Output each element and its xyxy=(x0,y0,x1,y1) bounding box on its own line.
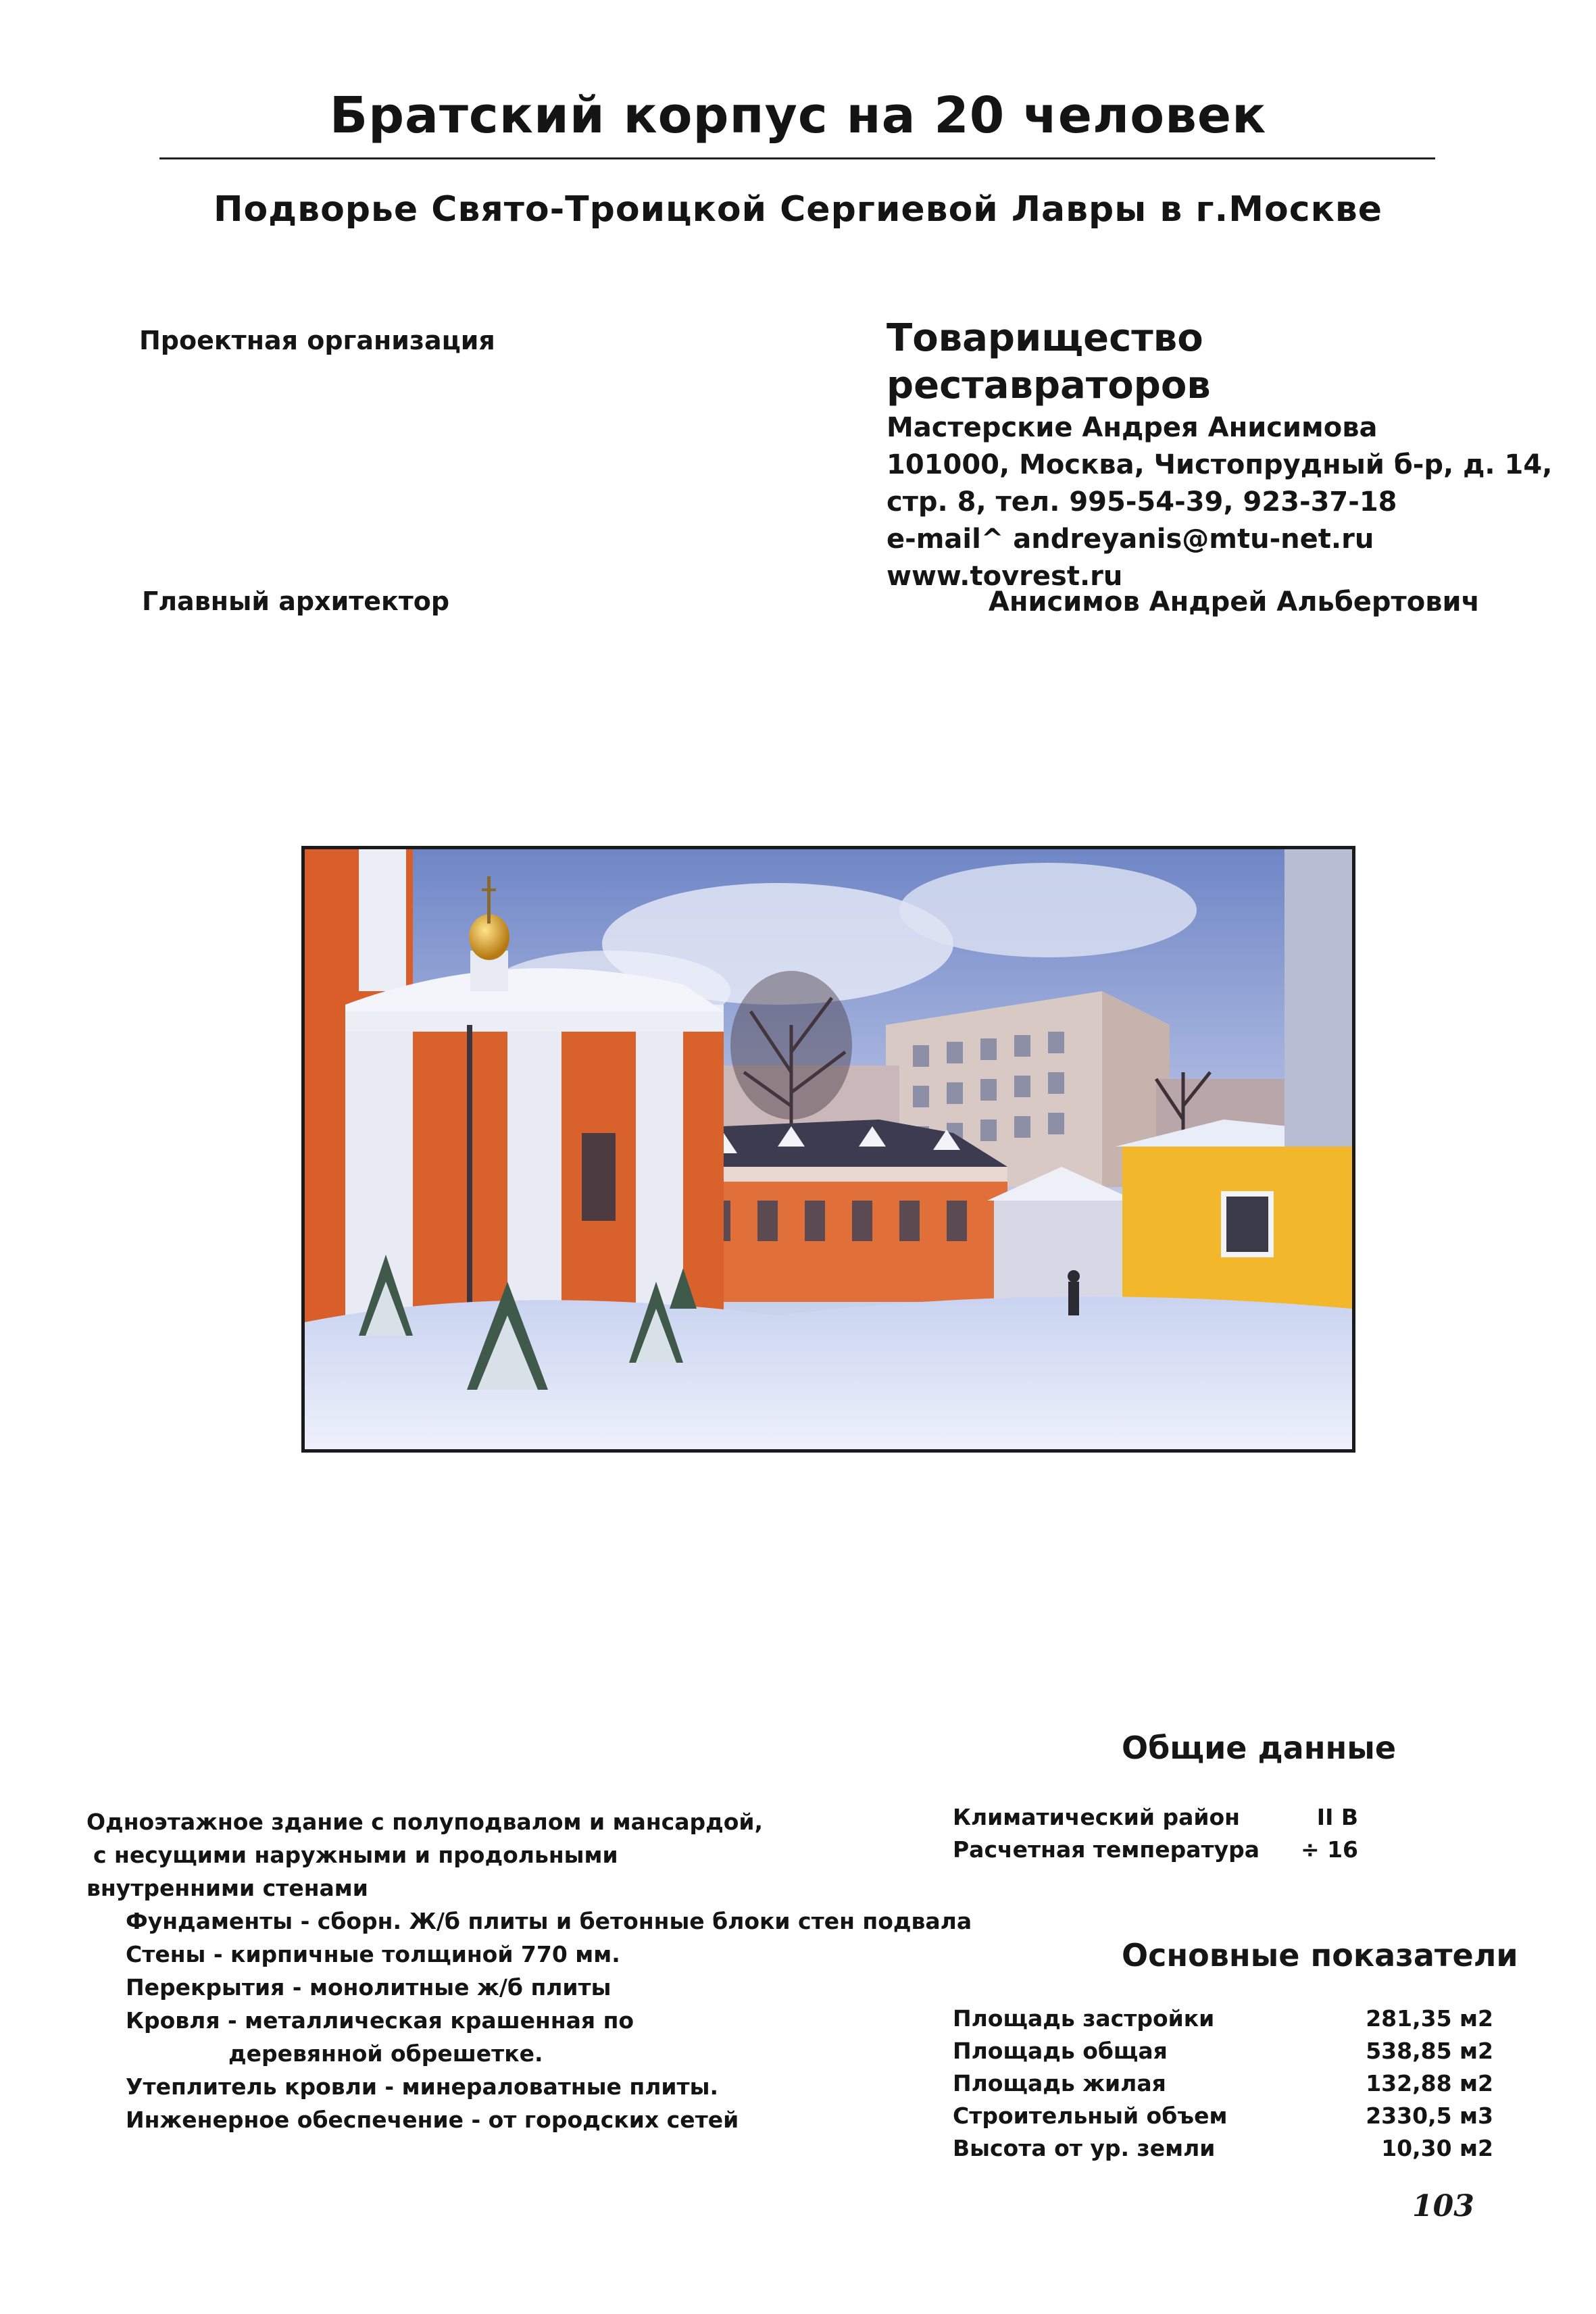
indicator-value: 538,85 м2 xyxy=(1366,2038,1493,2064)
architect-label: Главный архитектор xyxy=(142,586,450,616)
indicator-value: 132,88 м2 xyxy=(1366,2070,1493,2096)
description-line: внутренними стенами xyxy=(86,1875,368,1901)
page-title: Братский корпус на 20 человек xyxy=(329,86,1267,145)
indicator-value: 10,30 м2 xyxy=(1381,2135,1493,2161)
building-photo xyxy=(301,846,1355,1453)
description-line: Перекрытия - монолитные ж/б плиты xyxy=(126,1974,612,2001)
indicators-heading: Основные показатели xyxy=(1122,1937,1518,1973)
building-photo-illustration xyxy=(305,849,1352,1449)
description-line: с несущими наружными и продольными xyxy=(93,1842,618,1868)
general-data-value: II В xyxy=(1316,1804,1358,1830)
general-data-value: ÷ 16 xyxy=(1300,1836,1358,1863)
indicator-label: Площадь жилая xyxy=(953,2070,1166,2096)
organization-workshop: Мастерские Андрея Анисимова xyxy=(887,412,1378,443)
organization-address: 101000, Москва, Чистопрудный б-р, д. 14, xyxy=(887,449,1553,480)
general-data-label: Расчетная температура xyxy=(953,1836,1260,1863)
general-data-heading: Общие данные xyxy=(1122,1730,1397,1766)
description-line: Инженерное обеспечение - от городских сетей xyxy=(126,2107,739,2133)
indicator-value: 2330,5 м3 xyxy=(1366,2103,1493,2129)
title-divider xyxy=(159,157,1435,159)
general-data-label: Климатический район xyxy=(953,1804,1240,1830)
description-line: Одноэтажное здание с полуподвалом и мансардой, xyxy=(86,1809,764,1835)
page-number: 103 xyxy=(1412,2189,1474,2223)
indicator-label: Площадь застройки xyxy=(953,2005,1215,2032)
description-line: Утеплитель кровли - минераловатные плиты. xyxy=(126,2073,719,2100)
page-subtitle: Подворье Свято-Троицкой Сергиевой Лавры в г.Москве xyxy=(213,189,1383,230)
building-description xyxy=(86,1805,972,2136)
description-line: Фундаменты - сборн. Ж/б плиты и бетонные блоки стен подвала xyxy=(126,1908,972,1934)
organization-website: www.tovrest.ru xyxy=(887,561,1123,592)
description-line: Кровля - металлическая крашенная по xyxy=(126,2007,634,2034)
indicator-value: 281,35 м2 xyxy=(1366,2005,1493,2032)
organization-phone: стр. 8, тел. 995-54-39, 923-37-18 xyxy=(887,486,1397,518)
organization-label: Проектная организация xyxy=(139,326,495,355)
organization-email: e-mail^ andreyanis@mtu-net.ru xyxy=(887,524,1374,555)
indicator-label: Высота от ур. земли xyxy=(953,2135,1216,2161)
organization-name: Товарищество реставраторов xyxy=(887,316,1211,407)
indicator-label: Площадь общая xyxy=(953,2038,1168,2064)
architect-name: Анисимов Андрей Альбертович xyxy=(988,586,1480,618)
organization-details xyxy=(887,315,1553,595)
description-line: Стены - кирпичные толщиной 770 мм. xyxy=(126,1941,620,1967)
indicator-label: Строительный объем xyxy=(953,2103,1228,2129)
description-line: деревянной обрешетке. xyxy=(228,2040,543,2067)
